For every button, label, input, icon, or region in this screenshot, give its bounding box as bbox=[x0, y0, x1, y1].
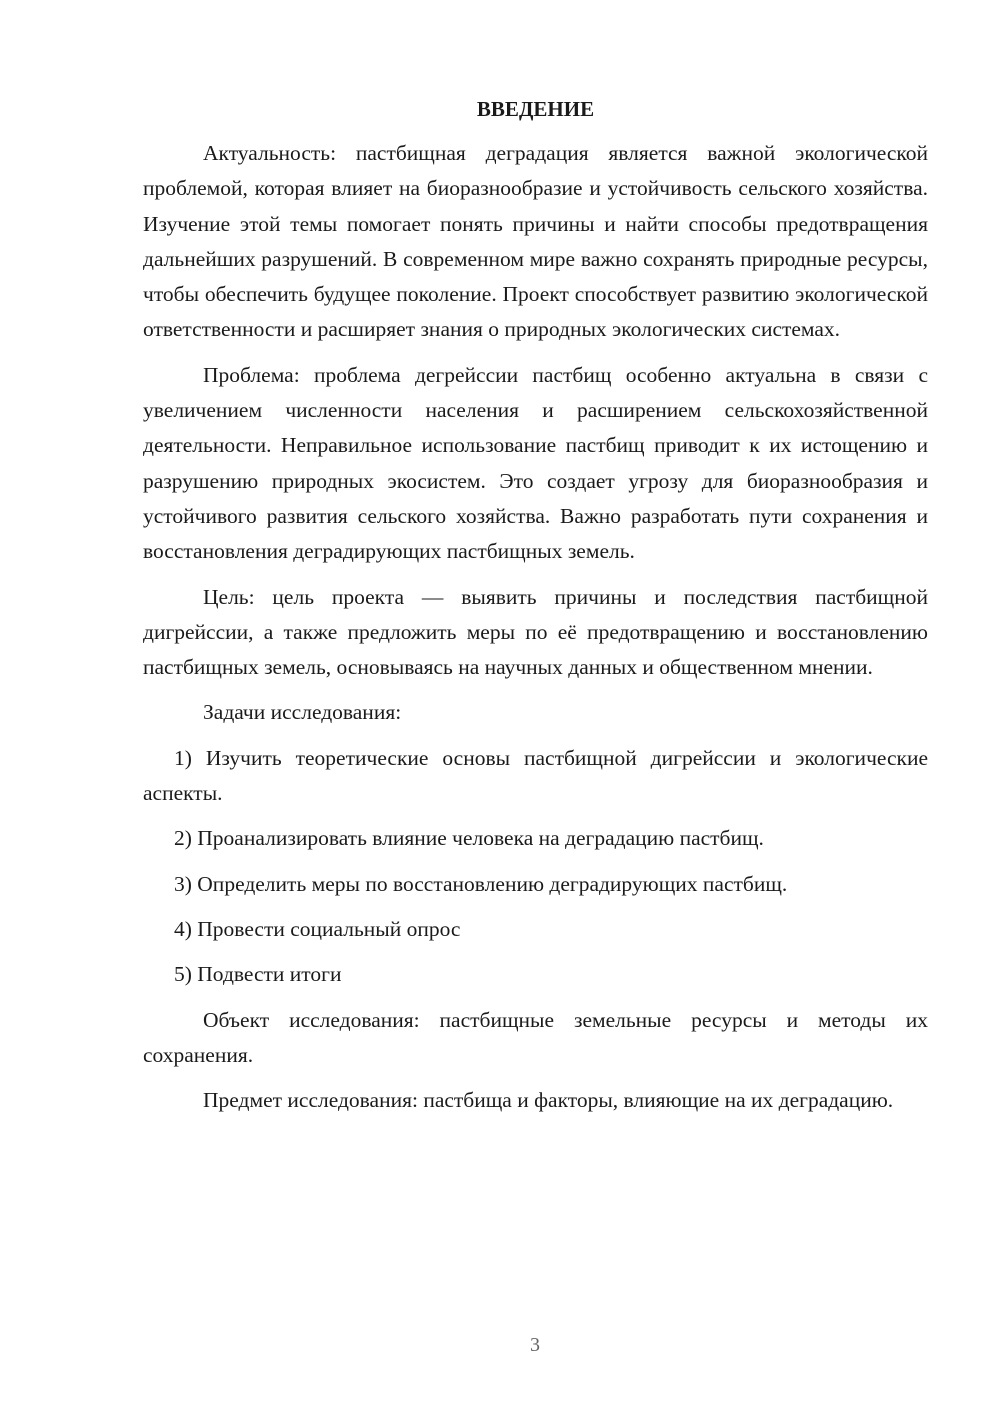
object-paragraph: Объект исследования: пастбищные земельные ресурсы и методы их сохранения. bbox=[143, 1007, 928, 1067]
goal-paragraph: Цель: цель проекта — выявить причины и последствия пастбищной дигрейссии, а также предложить меры по её предотвращению и восстановлению пастбищных земель, основываясь на научных данных и общественном мнении. bbox=[143, 584, 928, 680]
task-item: 5) Подвести итоги bbox=[174, 962, 342, 987]
task-item: 2) Проанализировать влияние человека на деградацию пастбищ. bbox=[174, 826, 764, 851]
tasks-list bbox=[143, 741, 928, 993]
task-item: 1) Изучить теоретические основы пастбищной дигрейссии и экологические аспекты. bbox=[143, 745, 928, 806]
subject-paragraph: Предмет исследования: пастбища и факторы, влияющие на их деградацию. bbox=[203, 1088, 894, 1113]
document-page bbox=[143, 92, 928, 1128]
task-item: 4) Провести социальный опрос bbox=[174, 916, 461, 941]
problem-paragraph: Проблема: проблема дегрейссии пастбищ особенно актуальна в связи с увеличением численности населения и расширением сельскохозяйственной деятельности. Неправильное использование пастбищ приводит к их истощению и разрушению природных экосистем. Это создает угрозу для биоразнообразия и устойчивого развития сельского хозяйства. Важно разработать пути сохранения и восстановления деградирующих пастбищных земель. bbox=[143, 362, 928, 564]
page-title: ВВЕДЕНИЕ bbox=[476, 97, 595, 121]
tasks-heading: Задачи исследования: bbox=[203, 700, 402, 725]
relevance-paragraph: Актуальность: пастбищная деградация является важной экологической проблемой, которая влияет на биоразнообразие и устойчивость сельского хозяйства. Изучение этой темы помогает понять причины и найти способы предотвращения дальнейших разрушений. В современном мире важно сохранять природные ресурсы, чтобы обеспечить будущее поколение. Проект способствует развитию экологической ответственности и расширяет знания о природных экологических системах. bbox=[143, 141, 928, 342]
page-number: 3 bbox=[530, 1334, 540, 1356]
task-item: 3) Определить меры по восстановлению деградирующих пастбищ. bbox=[174, 871, 788, 896]
